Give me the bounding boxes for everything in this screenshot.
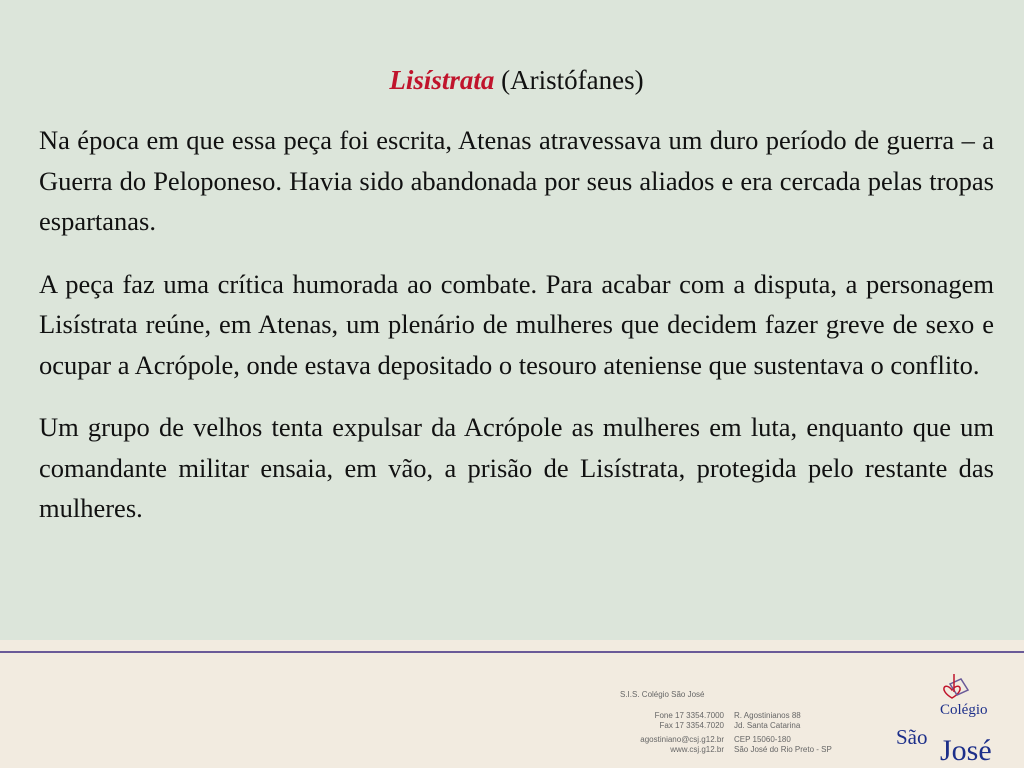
footer-divider [0, 651, 1024, 653]
paragraph-1 [39, 120, 994, 242]
contact-column [620, 711, 724, 755]
slide-text-flow [39, 62, 994, 551]
paragraph-2 [39, 264, 994, 386]
logo-colegio: Colégio [940, 702, 988, 718]
city: São José do Rio Preto - SP [734, 745, 832, 754]
website: www.csj.g12.br [670, 745, 724, 754]
slide-title [39, 62, 994, 98]
paragraph-3 [39, 407, 994, 529]
phone: Fone 17 3354.7000 [654, 711, 724, 720]
fax: Fax 17 3354.7020 [659, 721, 724, 730]
street: R. Agostinianos 88 [734, 711, 801, 720]
title-author: (Aristófanes) [494, 65, 644, 95]
logo-sao: São [896, 725, 928, 749]
district: Jd. Santa Catarina [734, 721, 801, 730]
school-logo [896, 672, 1020, 766]
cep: CEP 15060-180 [734, 735, 791, 744]
email: agostiniano@csj.g12.br [640, 735, 724, 744]
paragraph-text: Um grupo de velhos tenta expulsar da Acrópole as mulheres em luta, enquanto que um comandante militar ensaia, em vão, a prisão de Lisístrata, protegida pelo restante das mulheres. [39, 412, 994, 523]
title-emphasis: Lisístrata [389, 65, 495, 95]
logo-jose: José [940, 734, 992, 766]
paragraph-text: A peça faz uma crítica humorada ao combate. Para acabar com a disputa, a personagem Lisístrata reúne, em Atenas, um plenário de mulheres que decidem fazer greve de sexo e ocupar a Acrópole, onde estava depositado o tesouro ateniense que sustentava o conflito. [39, 268, 994, 380]
paragraph-text: Na época em que essa peça foi escrita, Atenas atravessava um duro período de guerra – a Guerra do Peloponeso. Havia sido abandonada por seus aliados e era cercada pelas tropas espartanas. [39, 125, 994, 236]
address-column [734, 711, 832, 755]
school-name: S.I.S. Colégio São José [620, 690, 705, 699]
heart-book-emblem-icon [944, 674, 968, 698]
